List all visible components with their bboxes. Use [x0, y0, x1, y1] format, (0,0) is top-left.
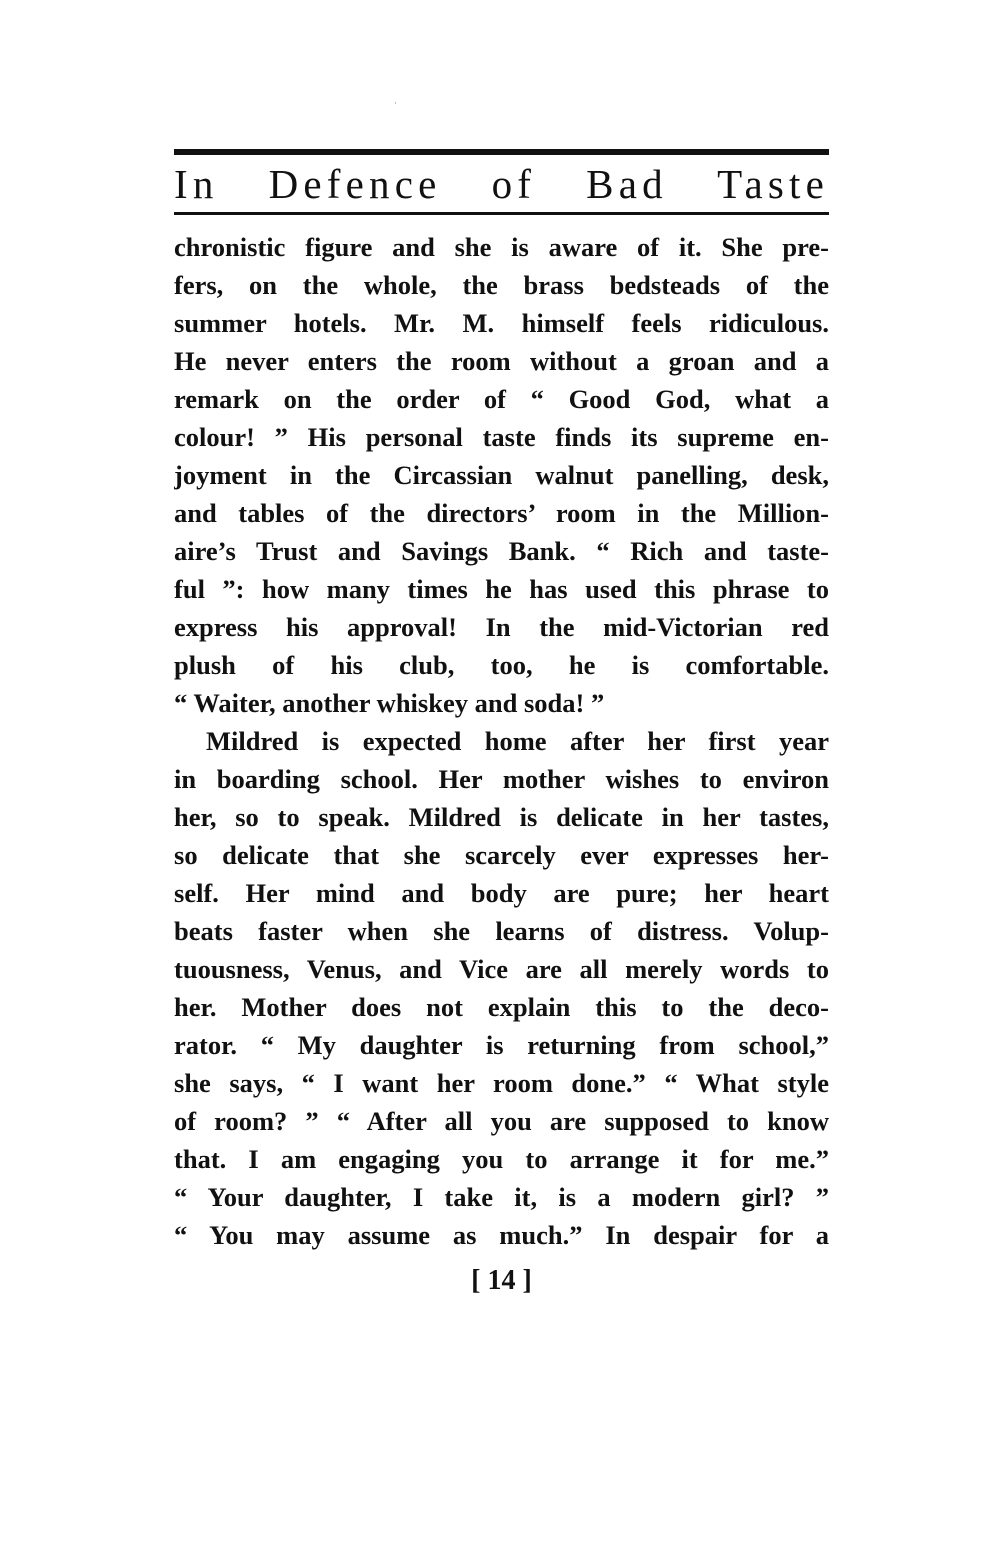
text-line: joyment in the Circassian walnut panelling, desk,: [174, 460, 829, 490]
scan-speck: [395, 102, 396, 104]
text-line: she says, “ I want her room done.” “ What style: [174, 1068, 829, 1098]
text-line: summer hotels. Mr. M. himself feels ridiculous.: [174, 308, 829, 338]
text-line: “ You may assume as much.” In despair for a: [174, 1220, 829, 1250]
text-line: colour! ” His personal taste finds its supreme en-: [174, 422, 829, 452]
text-line: of room? ” “ After all you are supposed to know: [174, 1106, 829, 1136]
body-text: [174, 228, 829, 1254]
text-line: express his approval! In the mid-Victorian red: [174, 612, 829, 642]
text-line: Mildred is expected home after her first year: [206, 726, 829, 756]
text-line: chronistic figure and she is aware of it. She pre-: [174, 232, 829, 262]
text-line: and tables of the directors’ room in the Million-: [174, 498, 829, 528]
text-line: aire’s Trust and Savings Bank. “ Rich and taste-: [174, 536, 829, 566]
header-rule-top: [174, 149, 829, 155]
text-line: remark on the order of “ Good God, what a: [174, 384, 829, 414]
header-rule-bottom: [174, 212, 829, 215]
text-line: fers, on the whole, the brass bedsteads of the: [174, 270, 829, 300]
text-line: that. I am engaging you to arrange it for me.”: [174, 1144, 829, 1174]
text-line: her, so to speak. Mildred is delicate in her tastes,: [174, 802, 829, 832]
paragraph-1: [174, 228, 829, 722]
text-line: rator. “ My daughter is returning from school,”: [174, 1030, 829, 1060]
text-line: in boarding school. Her mother wishes to environ: [174, 764, 829, 794]
text-line: ful ”: how many times he has used this phrase to: [174, 574, 829, 604]
text-line: “ Waiter, another whiskey and soda! ”: [174, 688, 605, 718]
text-line: self. Her mind and body are pure; her heart: [174, 878, 829, 908]
page-number: [ 14 ]: [471, 1265, 532, 1296]
text-line: so delicate that she scarcely ever expresses her-: [174, 840, 829, 870]
text-line: her. Mother does not explain this to the deco-: [174, 992, 829, 1022]
text-line: plush of his club, too, he is comfortable.: [174, 650, 829, 680]
text-line: beats faster when she learns of distress. Volup-: [174, 916, 829, 946]
paragraph-2: [174, 722, 829, 1254]
text-line: tuousness, Venus, and Vice are all merely words to: [174, 954, 829, 984]
text-line: He never enters the room without a groan and a: [174, 346, 829, 376]
running-head: In Defence of Bad Taste: [174, 161, 829, 207]
text-line: “ Your daughter, I take it, is a modern girl? ”: [174, 1182, 829, 1212]
